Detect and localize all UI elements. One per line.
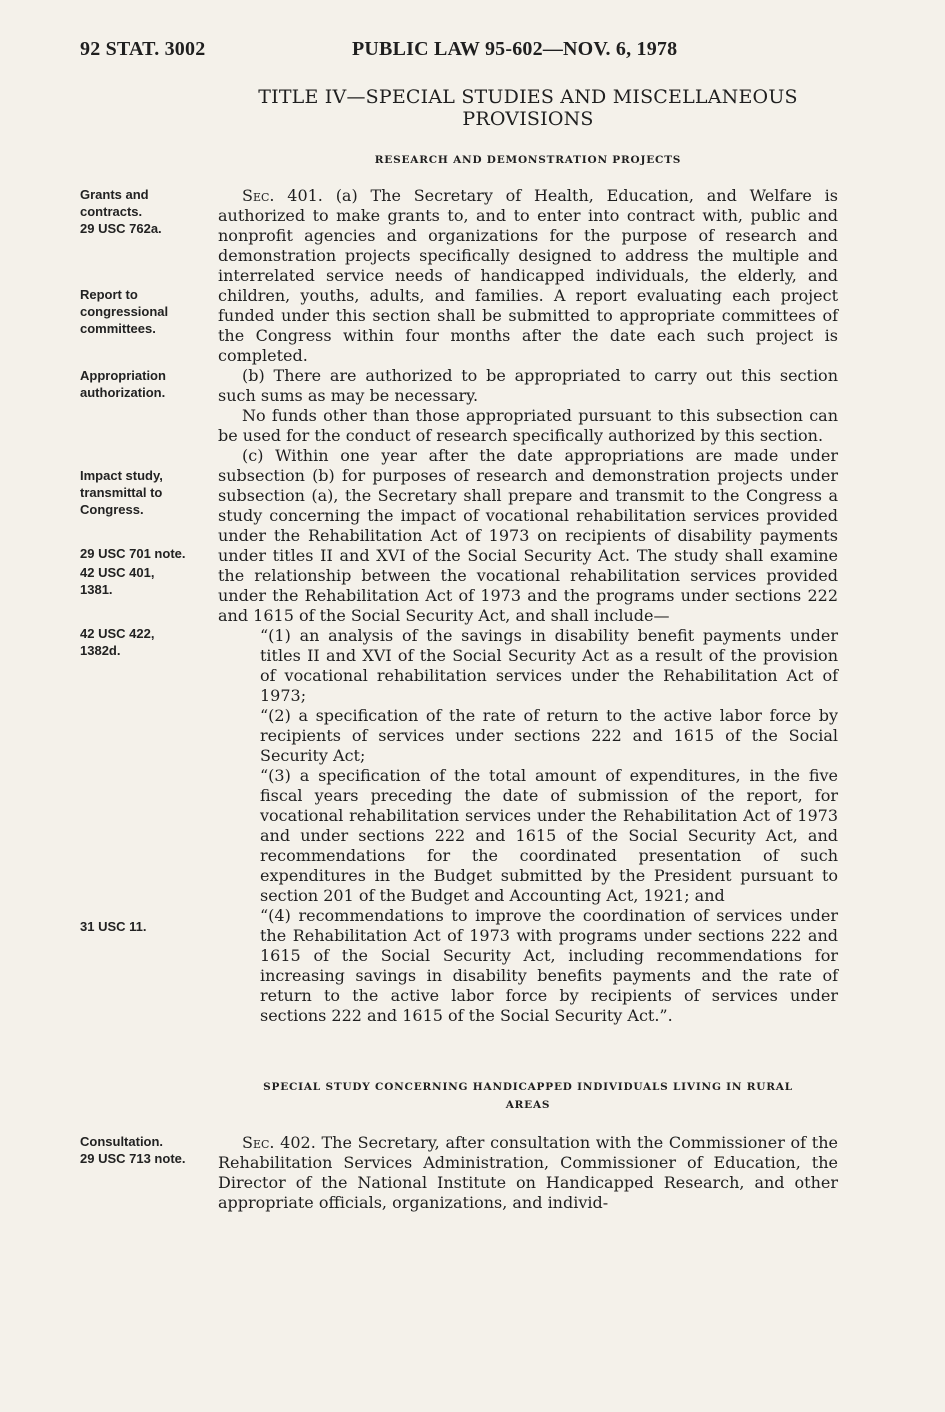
margin-note-consultation-text: Consultation. <box>80 1134 164 1149</box>
section-401c-item-2: “(2) a specification of the rate of return to the active labor force by recipients of services under sections 222 and 1615 of the Social Security Act; <box>260 706 838 765</box>
margin-note-consultation <box>80 1133 215 1167</box>
margin-note-appropriation: Appropriation authorization. <box>80 368 166 400</box>
rural-heading-line-1: SPECIAL STUDY CONCERNING HANDICAPPED INDIVIDUALS LIVING IN RURAL <box>263 1081 793 1093</box>
section-401a-text: (a) The Secretary of Health, Education, and Welfare is authorized to make grants to, and to enter into contract with, public and nonprofit agencies and organizations for the purpose of research and demonstration projects specifically designed to address the multiple and interrelated service needs of handicapped individuals, the elderly, and children, youths, adults, and families. A report evaluating each project funded under this section shall be submitted to appropriate committees of the Congress within four months after the date each such project is completed. <box>218 186 838 365</box>
margin-note-grants-text: Grants and contracts. <box>80 187 149 219</box>
section-401c-item-3: “(3) a specification of the total amount of expenditures, in the five fiscal years preceding the date of submission of the report, for vocational rehabilitation services under the Rehabilitation Act of 1973 and under sections 222 and 1615 of the Social Security Act, and recommendations for the coordinated presentation of such expenditures in the Budget submitted by the President pursuant to section 201 of the Budget and Accounting Act, 1921; and <box>260 766 838 905</box>
rural-section-heading <box>218 1078 838 1114</box>
margin-note-grants <box>80 186 200 237</box>
section-402-text: The Secretary, after consultation with the Commissioner of the Rehabilitation Services Administration, Commissioner of Education, the Director of the National Institute on Handicapped Research, and other appropriate officials, organizations, and individ- <box>218 1133 838 1212</box>
margin-note-cite-701: 29 USC 701 note. <box>80 546 186 561</box>
margin-note-grants-cite: 29 USC 762a. <box>80 221 162 236</box>
margin-note-impact: Impact study, transmittal to Congress. <box>80 468 163 517</box>
section-401c: (c) Within one year after the date appropriations are made under subsection (b) for purposes of research and demonstration projects under subsection (a), the Secretary shall prepare and transmit to the Congress a study concerning the impact of vocational rehabilitation services provided under the Rehabilitation Act of 1973 on recipients of disability payments under titles II and XVI of the Social Security Act. The study shall examine the relationship between the vocational rehabilitation services provided under the Rehabilitation Act of 1973 and the programs under sections 222 and 1615 of the Social Security Act, and shall include— <box>218 446 838 625</box>
margin-note-consultation-cite: 29 USC 713 note. <box>80 1151 186 1166</box>
section-401c-item-4: “(4) recommendations to improve the coordination of services under the Rehabilitation Act of 1973 with programs under sections 222 and 1615 of the Social Security Act, including recommendations for increasing savings in disability benefits payments and the rate of return to the active labor force by recipients of services under sections 222 and 1615 of the Social Security Act.”. <box>260 906 838 1025</box>
margin-note-cite-31: 31 USC 11. <box>80 919 147 934</box>
research-section-heading: RESEARCH AND DEMONSTRATION PROJECTS <box>374 154 682 166</box>
title-heading <box>218 86 838 130</box>
section-401b: (b) There are authorized to be appropriated to carry out this section such sums as may be necessary. <box>218 366 838 405</box>
stat-page-number: 92 STAT. 3002 <box>80 38 206 60</box>
section-401-body <box>218 186 838 1026</box>
public-law-header: PUBLIC LAW 95-602—NOV. 6, 1978 <box>352 38 678 60</box>
margin-note-report: Report to congressional committees. <box>80 287 169 336</box>
title-line-2: PROVISIONS <box>462 108 594 130</box>
section-401c-item-1: “(1) an analysis of the savings in disability benefit payments under titles II and XVI of the Social Security Act as a result of the provision of vocational rehabilitation services under the Rehabilitation Act of 1973; <box>260 626 838 705</box>
section-401-label: Sec. 401. <box>242 186 323 205</box>
rural-heading-line-2: AREAS <box>505 1099 551 1111</box>
section-402-body <box>218 1133 838 1213</box>
margin-note-cite-401: 42 USC 401, 1381. <box>80 565 155 597</box>
title-line-1: TITLE IV—SPECIAL STUDIES AND MISCELLANEOUS <box>258 86 798 108</box>
section-402-label: Sec. 402. <box>242 1133 316 1152</box>
margin-note-cite-422: 42 USC 422, 1382d. <box>80 626 155 658</box>
section-401a <box>218 186 838 366</box>
section-402 <box>218 1133 838 1213</box>
section-401-no-funds: No funds other than those appropriated pursuant to this subsection can be used for the conduct of research specifically authorized by this section. <box>218 406 838 445</box>
